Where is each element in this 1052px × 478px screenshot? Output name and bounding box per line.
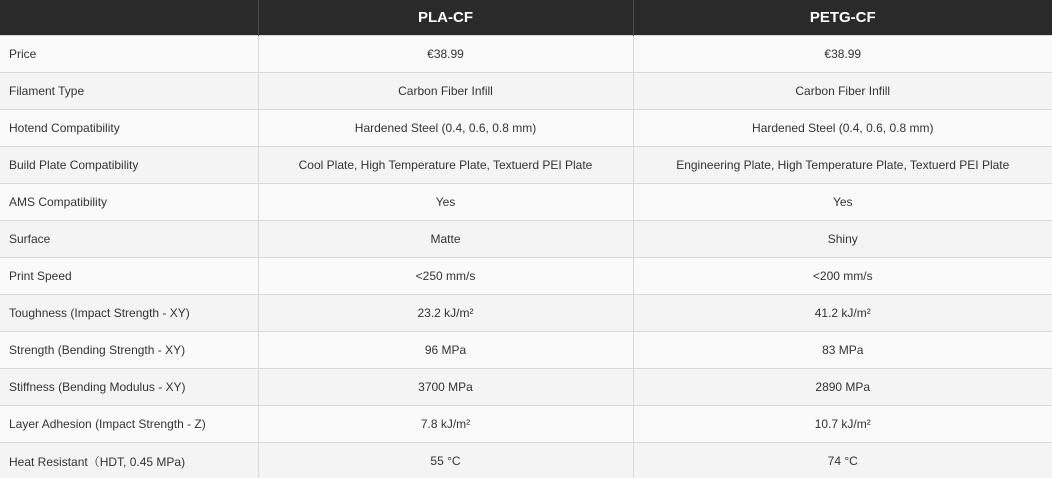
table-row bbox=[0, 369, 1052, 406]
table-row bbox=[0, 221, 1052, 258]
pla-cf-value: Matte bbox=[258, 221, 633, 258]
petg-cf-value: Yes bbox=[633, 184, 1052, 221]
row-label: Price bbox=[0, 36, 258, 73]
row-label: Build Plate Compatibility bbox=[0, 147, 258, 184]
row-label: Hotend Compatibility bbox=[0, 110, 258, 147]
pla-cf-value: 3700 MPa bbox=[258, 369, 633, 406]
pla-cf-value: Yes bbox=[258, 184, 633, 221]
row-label: Layer Adhesion (Impact Strength - Z) bbox=[0, 406, 258, 443]
table-row bbox=[0, 110, 1052, 147]
pla-cf-value: Hardened Steel (0.4, 0.6, 0.8 mm) bbox=[258, 110, 633, 147]
row-label: Toughness (Impact Strength - XY) bbox=[0, 295, 258, 332]
petg-cf-value: €38.99 bbox=[633, 36, 1052, 73]
petg-cf-value: Shiny bbox=[633, 221, 1052, 258]
table-row bbox=[0, 184, 1052, 221]
table-row bbox=[0, 443, 1052, 478]
pla-cf-value: 23.2 kJ/m² bbox=[258, 295, 633, 332]
petg-cf-value: Engineering Plate, High Temperature Plate, Textuerd PEI Plate bbox=[633, 147, 1052, 184]
petg-cf-value: Carbon Fiber Infill bbox=[633, 73, 1052, 110]
row-label: Surface bbox=[0, 221, 258, 258]
pla-cf-value: 55 °C bbox=[258, 443, 633, 478]
pla-cf-value: Cool Plate, High Temperature Plate, Textuerd PEI Plate bbox=[258, 147, 633, 184]
table-row bbox=[0, 258, 1052, 295]
row-label: Strength (Bending Strength - XY) bbox=[0, 332, 258, 369]
table-row bbox=[0, 332, 1052, 369]
pla-cf-value: 7.8 kJ/m² bbox=[258, 406, 633, 443]
petg-cf-value: 2890 MPa bbox=[633, 369, 1052, 406]
row-label: AMS Compatibility bbox=[0, 184, 258, 221]
header-petg-cf: PETG-CF bbox=[633, 0, 1052, 36]
pla-cf-value: €38.99 bbox=[258, 36, 633, 73]
row-label: Filament Type bbox=[0, 73, 258, 110]
petg-cf-value: <200 mm/s bbox=[633, 258, 1052, 295]
header-corner bbox=[0, 0, 258, 36]
pla-cf-value: 96 MPa bbox=[258, 332, 633, 369]
petg-cf-value: 10.7 kJ/m² bbox=[633, 406, 1052, 443]
petg-cf-value: 74 °C bbox=[633, 443, 1052, 478]
header-row bbox=[0, 0, 1052, 36]
petg-cf-value: 41.2 kJ/m² bbox=[633, 295, 1052, 332]
row-label: Print Speed bbox=[0, 258, 258, 295]
table-row bbox=[0, 406, 1052, 443]
petg-cf-value: 83 MPa bbox=[633, 332, 1052, 369]
table-row bbox=[0, 295, 1052, 332]
table-row bbox=[0, 73, 1052, 110]
petg-cf-value: Hardened Steel (0.4, 0.6, 0.8 mm) bbox=[633, 110, 1052, 147]
table-row bbox=[0, 147, 1052, 184]
pla-cf-value: <250 mm/s bbox=[258, 258, 633, 295]
row-label: Heat Resistant（HDT, 0.45 MPa) bbox=[0, 443, 258, 478]
row-label: Stiffness (Bending Modulus - XY) bbox=[0, 369, 258, 406]
table-row bbox=[0, 36, 1052, 73]
pla-cf-value: Carbon Fiber Infill bbox=[258, 73, 633, 110]
header-pla-cf: PLA-CF bbox=[258, 0, 633, 36]
